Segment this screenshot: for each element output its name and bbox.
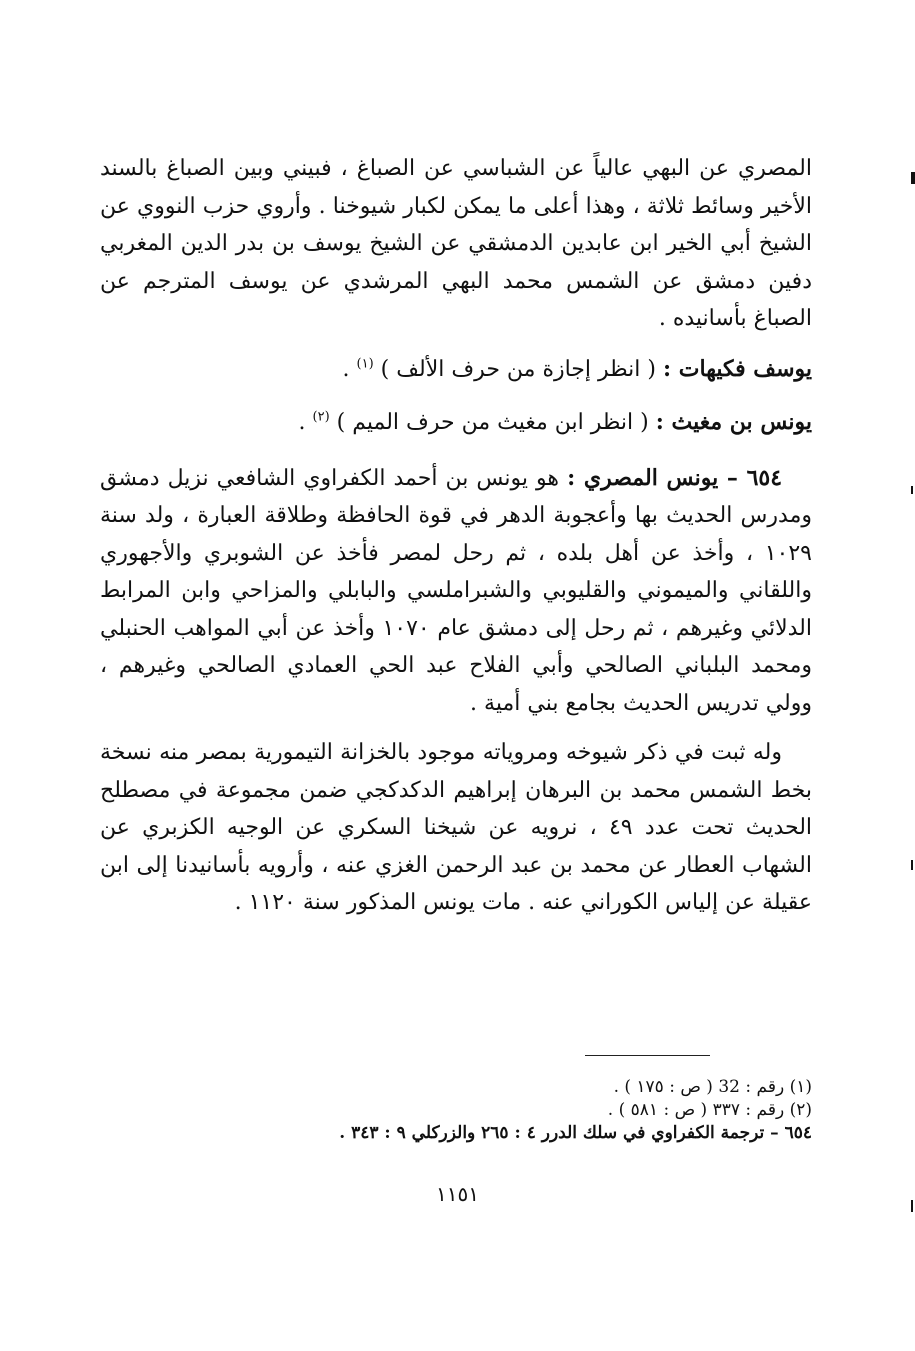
entry-text: ( انظر إجازة من حرف الألف ) <box>380 356 656 382</box>
entry-text: ( انظر ابن مغيث من حرف الميم ) <box>336 410 649 435</box>
scan-edge-mark <box>911 860 913 870</box>
footnotes <box>100 1076 812 1145</box>
footnote-3 <box>100 1122 812 1145</box>
footnote-1: (١) رقم : 32 ( ص : ١٧٥ ) . <box>613 1077 812 1097</box>
page-body <box>100 150 812 922</box>
entry-yusuf-fakihat: يوسف فكيهات : ( انظر إجازة من حرف الألف ) $^{(١)}$ . <box>342 355 812 382</box>
entry-yunus-almasri <box>100 460 812 723</box>
entry-yunus-mughith: يونس بن مغيث : ( انظر ابن مغيث من حرف الميم ) $^{(٢)}$ . <box>298 409 812 435</box>
entry-name: يوسف فكيهات : <box>663 355 812 382</box>
footnote-divider <box>585 1055 710 1056</box>
paragraph-thabat: وله ثبت في ذكر شيوخه ومروياته موجود بالخزانة التيمورية بمصر منه نسخة بخط الشمس محمد بن البرهان إبراهيم الدكدكجي ضمن مجموعة في مصطلح الحديث تحت عدد ٤٩ ، نرويه عن شيخنا السكري عن الوجيه الكزبري عن الشهاب العطار عن محمد بن عبد الرحمن الغزي عنه ، وأرويه بأسانيدنا إلى ابن عقيلة عن إلياس الكوراني عنه . مات يونس المذكور سنة ١١٢٠ . <box>100 740 813 915</box>
entry-name: يونس بن مغيث : <box>655 409 812 435</box>
scan-edge-mark <box>911 1200 913 1212</box>
page-number: ١١٥١ <box>436 1182 479 1206</box>
entry-text: هو يونس بن أحمد الكفراوي الشافعي نزيل دمشق ومدرس الحديث بها وأعجوبة الدهر في قوة الحافظة وطلاقة العبارة ، ولد سنة ١٠٢٩ ، وأخذ عن أهل بلده ، ثم رحل لمصر فأخذ عن الشوبري والأجهوري واللقاني والميموني والقليوبي والشبراملسي والبابلي والمزاحي وابن المرابط الدلائي وغيرهم ، ثم رحل إلى دمشق عام ١٠٧٠ وأخذ عن أبي المواهب الحنبلي ومحمد البلباني الصالحي وأبي الفلاح عبد الحي العمادي الصالحي وغيرهم ، وولي تدريس الحديث بجامع بني أمية . <box>100 465 812 716</box>
scan-edge-mark <box>911 172 915 184</box>
footnote-text: – ترجمة الكفراوي في سلك الدرر ٤ : ٢٦٥ والزركلي ٩ : ٣٤٣ . <box>339 1123 785 1143</box>
footnote-ref: (١) <box>356 356 374 372</box>
footnote-number: ٦٥٤ <box>784 1123 812 1143</box>
paragraph-continuation: المصري عن البهي عالياً عن الشباسي عن الصباغ ، فبيني وبين الصباغ بالسند الأخير وسائط ثلاثة ، وهذا أعلى ما يمكن لكبار شيوخنا . وأروي حزب النووي عن الشيخ أبي الخير ابن عابدين الدمشقي عن الشيخ يوسف بن بدر الدين المغربي دفين دمشق عن الشمس محمد البهي المرشدي عن يوسف المترجم عن الصباغ بأسانيده . <box>100 156 812 331</box>
footnote-ref: (٢) <box>312 409 330 425</box>
scan-edge-mark <box>911 486 913 494</box>
footnote-2: (٢) رقم : ٣٣٧ ( ص : ٥٨١ ) . <box>607 1100 812 1120</box>
entry-name: ٦٥٤ – يونس المصري : <box>567 464 783 491</box>
